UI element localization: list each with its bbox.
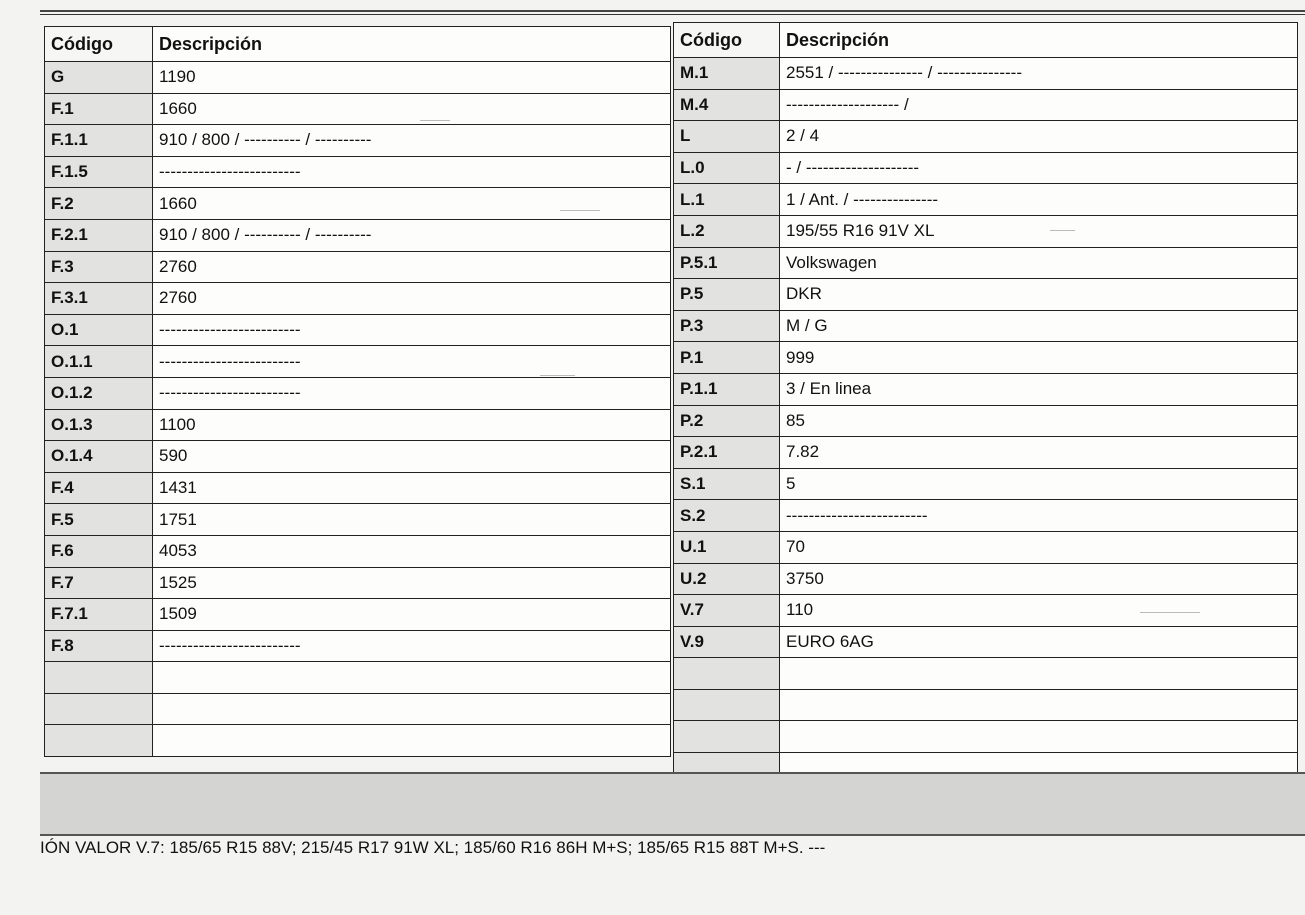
row-description: 1190	[153, 62, 671, 94]
row-description: 590	[153, 441, 671, 473]
table-row	[674, 184, 1298, 216]
row-code: F.8	[45, 630, 153, 662]
row-code: M.1	[674, 58, 780, 90]
row-code: F.5	[45, 504, 153, 536]
row-code: F.7.1	[45, 599, 153, 631]
row-code: F.7	[45, 567, 153, 599]
row-code	[674, 721, 780, 753]
table-row	[674, 89, 1298, 121]
row-description: -------------------------	[153, 630, 671, 662]
row-description: - / --------------------	[780, 152, 1298, 184]
row-description: 110	[780, 595, 1298, 627]
row-code: O.1.4	[45, 441, 153, 473]
table-row	[674, 721, 1298, 753]
row-code: V.9	[674, 626, 780, 658]
scan-speck	[1050, 230, 1075, 231]
row-code: P.5	[674, 279, 780, 311]
scan-speck	[540, 375, 575, 376]
table-row	[45, 441, 671, 473]
left-code-table	[44, 26, 671, 757]
table-row	[45, 251, 671, 283]
row-code	[674, 658, 780, 690]
table-row	[674, 500, 1298, 532]
table-row	[674, 658, 1298, 690]
table-row	[674, 279, 1298, 311]
table-row	[674, 342, 1298, 374]
table-row	[45, 472, 671, 504]
table-row	[45, 219, 671, 251]
row-description: 85	[780, 405, 1298, 437]
row-description: 4053	[153, 535, 671, 567]
row-code: P.1	[674, 342, 780, 374]
table-header-row	[45, 27, 671, 62]
scan-speck	[560, 210, 600, 211]
row-description	[153, 662, 671, 694]
table-row	[45, 314, 671, 346]
row-code: G	[45, 62, 153, 94]
row-code: F.1.1	[45, 125, 153, 157]
row-description: 1100	[153, 409, 671, 441]
footer-note: IÓN VALOR V.7: 185/65 R15 88V; 215/45 R17 91W XL; 185/60 R16 86H M+S; 185/65 R15 88T M+S. ---	[40, 838, 826, 857]
table-row	[45, 535, 671, 567]
row-code: F.3.1	[45, 283, 153, 315]
row-code	[674, 689, 780, 721]
row-description: 1431	[153, 472, 671, 504]
row-code: U.2	[674, 563, 780, 595]
row-description: 2760	[153, 283, 671, 315]
table-row	[674, 563, 1298, 595]
row-description: 1525	[153, 567, 671, 599]
table-row	[674, 689, 1298, 721]
table-row	[45, 567, 671, 599]
row-description: -------------------------	[153, 156, 671, 188]
table-row	[45, 93, 671, 125]
table-row	[45, 346, 671, 378]
row-description: EURO 6AG	[780, 626, 1298, 658]
row-description: -------------------------	[153, 314, 671, 346]
row-code: S.2	[674, 500, 780, 532]
row-description: -------------------------	[153, 346, 671, 378]
table-row	[674, 531, 1298, 563]
table-row	[45, 125, 671, 157]
row-code: O.1.3	[45, 409, 153, 441]
table-row	[674, 405, 1298, 437]
row-code: L.0	[674, 152, 780, 184]
row-description: 1 / Ant. / ---------------	[780, 184, 1298, 216]
table-row	[674, 468, 1298, 500]
table-row	[674, 121, 1298, 153]
row-code: L.1	[674, 184, 780, 216]
row-description: 3750	[780, 563, 1298, 595]
description-column-header: Descripción	[153, 27, 671, 62]
row-description: 2760	[153, 251, 671, 283]
table-row	[674, 373, 1298, 405]
row-description: 1509	[153, 599, 671, 631]
row-description: 2 / 4	[780, 121, 1298, 153]
table-row	[674, 152, 1298, 184]
table-row	[674, 595, 1298, 627]
row-code	[45, 725, 153, 757]
row-description: 5	[780, 468, 1298, 500]
row-code: V.7	[674, 595, 780, 627]
table-row	[674, 310, 1298, 342]
table-row	[674, 58, 1298, 90]
table-row	[45, 409, 671, 441]
row-code: O.1.2	[45, 377, 153, 409]
row-code: F.1.5	[45, 156, 153, 188]
row-code: S.1	[674, 468, 780, 500]
row-code: P.1.1	[674, 373, 780, 405]
table-row	[45, 630, 671, 662]
row-code: O.1.1	[45, 346, 153, 378]
row-code: L.2	[674, 215, 780, 247]
table-row	[45, 599, 671, 631]
row-description: 2551 / --------------- / ---------------	[780, 58, 1298, 90]
code-column-header: Código	[45, 27, 153, 62]
table-row	[45, 725, 671, 757]
table-row	[45, 188, 671, 220]
row-code	[45, 662, 153, 694]
row-code: P.3	[674, 310, 780, 342]
row-code: F.6	[45, 535, 153, 567]
row-code: P.2	[674, 405, 780, 437]
row-description: 1660	[153, 188, 671, 220]
row-code: P.2.1	[674, 437, 780, 469]
row-code: M.4	[674, 89, 780, 121]
row-description	[153, 725, 671, 757]
table-row	[45, 504, 671, 536]
right-code-table	[673, 22, 1298, 785]
row-description: M / G	[780, 310, 1298, 342]
row-description	[780, 721, 1298, 753]
row-description: 910 / 800 / ---------- / ----------	[153, 219, 671, 251]
row-description	[780, 689, 1298, 721]
table-row	[674, 626, 1298, 658]
row-description: 1660	[153, 93, 671, 125]
row-description: 910 / 800 / ---------- / ----------	[153, 125, 671, 157]
table-row	[45, 283, 671, 315]
row-code: F.1	[45, 93, 153, 125]
row-description: -------------------- /	[780, 89, 1298, 121]
row-description: -------------------------	[153, 377, 671, 409]
code-column-header: Código	[674, 23, 780, 58]
row-description: -------------------------	[780, 500, 1298, 532]
row-code: F.2.1	[45, 219, 153, 251]
table-row	[45, 156, 671, 188]
row-description: Volkswagen	[780, 247, 1298, 279]
table-row	[45, 693, 671, 725]
table-row	[45, 377, 671, 409]
table-row	[674, 437, 1298, 469]
table-row	[45, 62, 671, 94]
row-code: F.2	[45, 188, 153, 220]
row-description: 999	[780, 342, 1298, 374]
row-description: DKR	[780, 279, 1298, 311]
table-row	[45, 662, 671, 694]
row-description: 195/55 R16 91V XL	[780, 215, 1298, 247]
shaded-band	[40, 772, 1305, 836]
scan-speck	[1140, 612, 1200, 613]
row-code: L	[674, 121, 780, 153]
table-header-row	[674, 23, 1298, 58]
row-code: F.3	[45, 251, 153, 283]
row-code: P.5.1	[674, 247, 780, 279]
table-row	[674, 215, 1298, 247]
row-code: O.1	[45, 314, 153, 346]
table-row	[674, 247, 1298, 279]
row-description: 70	[780, 531, 1298, 563]
row-description: 3 / En linea	[780, 373, 1298, 405]
row-description: 1751	[153, 504, 671, 536]
row-code	[45, 693, 153, 725]
row-description: 7.82	[780, 437, 1298, 469]
row-code: F.4	[45, 472, 153, 504]
row-description	[153, 693, 671, 725]
row-code: U.1	[674, 531, 780, 563]
row-description	[780, 658, 1298, 690]
description-column-header: Descripción	[780, 23, 1298, 58]
top-rule	[40, 10, 1305, 12]
scan-speck	[420, 120, 450, 121]
